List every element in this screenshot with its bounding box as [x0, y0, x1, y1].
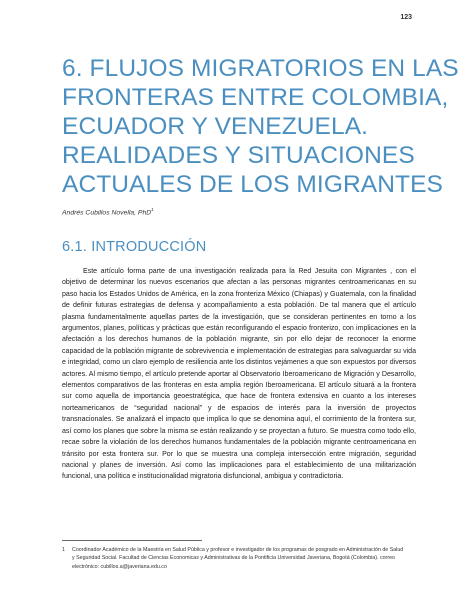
author-footnote-mark: 1: [151, 207, 154, 212]
section-title: 6.1. INTRODUCCIÓN: [62, 239, 207, 255]
footnote-number: 1: [62, 547, 65, 553]
body-paragraph: [62, 266, 416, 483]
author-name: Andrés Cubillos Novella, PhD: [62, 209, 152, 217]
paragraph-text: Este artículo forma parte de una investigación realizada para la Red Jesuita con Migrantes , con el objetivo de determinar los nuevos escenarios que afectan a las personas migrantes centroamericanas en su paso hacia los Estados Unidos de América, en la zona fronteriza México (Chiapas) y Guatemala, con la finalidad de definir futuras estrategias de defensa y acompañamiento a esta población. De tal manera que el artículo plasma fundamentalmente aquellas partes de la investigación, que se consideran pertinentes en torno a los argumentos, planes, políticas y prácticas que están reconfigurando el espacio fronterizo, con implicaciones en la afectación a los derechos humanos de la población migrante, sin por ello dejar de reconocer la enorme capacidad de la población migrante de sobrevivencia e implementación de estrategias para salvaguardar su vida e integridad, como un claro ejemplo de resiliencia ante los distintos vejámenes a que son expuestos por diversos actores. Al mismo tiempo, el artículo pretende aportar al Observatorio Iberoamericano de Migración y Desarrollo, elementos comparativos de las fronteras en esta amplia región Iberoamericana. El artículo situará a la frontera sur como aquella de importancia geoestratégica, que hace de frontera extensiva en cuanto a los intereses norteamericanos de “seguridad nacional” y de espacios de interés para la inversión de proyectos transnacionales. Se analizará el impacto que implica lo que se denomina aquí, el corrimiento de la frontera sur, así como los planes que sobre la misma se están realizando y se proyectan a futuro. Se muestra como todo ello, recae sobre la violación de los derechos humanos fundamentales de la población migrante centroamericana en tránsito por esta frontera sur. Por lo que se muestra una compleja intersección entre migración, seguridad nacional y planes de inversión. Así como las implicaciones para el establecimiento de una militarización funcional, una política e institucionalidad migratoria disfuncional, ambigua y contradictoria.: [62, 268, 416, 481]
footnote-divider: [62, 540, 202, 541]
page-number: 123: [400, 14, 412, 21]
chapter-title-line: FRONTERAS ENTRE COLOMBIA,: [62, 84, 449, 111]
footnote: [62, 546, 416, 571]
chapter-title-line: 6. FLUJOS MIGRATORIOS EN LAS: [62, 55, 459, 82]
chapter-title-line: REALIDADES Y SITUACIONES: [62, 142, 415, 169]
chapter-title-line: ECUADOR Y VENEZUELA.: [62, 113, 369, 140]
chapter-title: [62, 54, 459, 199]
footnote-text: Coordinador Académico de la Maestría en Salud Pública y profesor e investigador de los programas de posgrado en Administración de Salud y Seguridad Social. Facultad de Ciencias Economicas y Administrativas de la Pontificia Universidad Javeriana, Bogotá (Colombia). correo electrónico: cubillos.a@javeriana.edu.co: [72, 547, 404, 570]
chapter-title-line: ACTUALES DE LOS MIGRANTES: [62, 171, 443, 198]
author-line: [62, 207, 154, 216]
